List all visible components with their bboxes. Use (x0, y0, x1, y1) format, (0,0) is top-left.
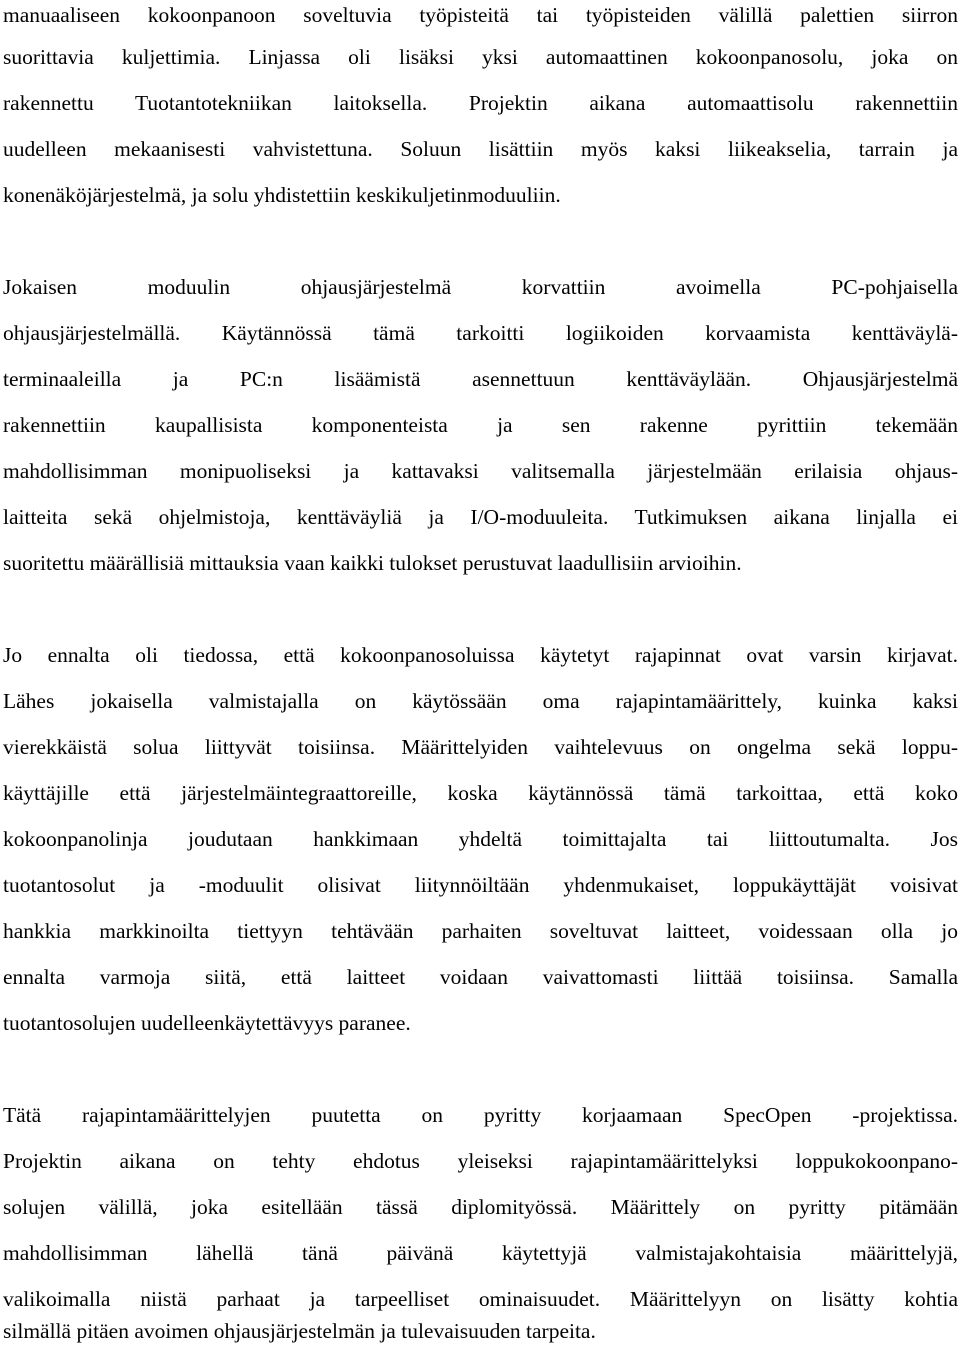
text-line: manuaaliseen kokoonpanoon soveltuvia työpisteitä tai työpisteiden välillä palettien siirron (3, 3, 958, 27)
text-line: rakennettiin kaupallisista komponenteista ja sen rakenne pyrittiin tekemään (3, 413, 958, 437)
text-line: laitteita sekä ohjelmistoja, kenttäväyliä ja I/O-moduuleita. Tutkimuksen aikana linjalla ei (3, 505, 958, 529)
text-line: valikoimalla niistä parhaat ja tarpeelliset ominaisuudet. Määrittelyyn on lisätty kohtia (3, 1287, 958, 1311)
text-line: Projektin aikana on tehty ehdotus yleiseksi rajapintamäärittelyksi loppukokoonpano- (3, 1149, 958, 1173)
text-line: solujen välillä, joka esitellään tässä diplomityössä. Määrittely on pyritty pitämään (3, 1195, 958, 1219)
text-line: mahdollisimman monipuoliseksi ja kattavaksi valitsemalla järjestelmään erilaisia ohjaus- (3, 459, 958, 483)
text-line: Jokaisen moduulin ohjausjärjestelmä korvattiin avoimella PC-pohjaisella (3, 275, 958, 299)
text-line: Tätä rajapintamäärittelyjen puutetta on pyritty korjaamaan SpecOpen -projektissa. (3, 1103, 958, 1127)
text-line: uudelleen mekaanisesti vahvistettuna. Soluun lisättiin myös kaksi liikeakselia, tarrain ja (3, 137, 958, 161)
text-line: suorittavia kuljettimia. Linjassa oli lisäksi yksi automaattinen kokoonpanosolu, joka on (3, 45, 958, 69)
text-line: Lähes jokaisella valmistajalla on käytössään oma rajapintamäärittely, kuinka kaksi (3, 689, 958, 713)
text-line: tuotantosolut ja -moduulit olisivat liitynnöiltään yhdenmukaiset, loppukäyttäjät voisivat (3, 873, 958, 897)
text-line: ennalta varmoja siitä, että laitteet voidaan vaivattomasti liittää toisiinsa. Samalla (3, 965, 958, 989)
text-line: mahdollisimman lähellä tänä päivänä käytettyjä valmistajakohtaisia määrittelyjä, (3, 1241, 958, 1265)
text-line: rakennettu Tuotantotekniikan laitoksella. Projektin aikana automaattisolu rakennettiin (3, 91, 958, 115)
text-line: suoritettu määrällisiä mittauksia vaan kaikki tulokset perustuvat laadullisiin arvioihin. (3, 551, 742, 575)
text-line: terminaaleilla ja PC:n lisäämistä asennettuun kenttäväylään. Ohjausjärjestelmä (3, 367, 958, 391)
text-line: käyttäjille että järjestelmäintegraattoreille, koska käytännössä tämä tarkoittaa, että koko (3, 781, 958, 805)
text-line: Jo ennalta oli tiedossa, että kokoonpanosoluissa käytetyt rajapinnat ovat varsin kirjavat. (3, 643, 958, 667)
text-line: vierekkäistä solua liittyvät toisiinsa. Määrittelyiden vaihtelevuus on ongelma sekä loppu- (3, 735, 958, 759)
text-line: konenäköjärjestelmä, ja solu yhdistettiin keskikuljetinmoduuliin. (3, 183, 561, 207)
text-line: kokoonpanolinja joudutaan hankkimaan yhdeltä toimittajalta tai liittoutumalta. Jos (3, 827, 958, 851)
text-line: silmällä pitäen avoimen ohjausjärjestelmän ja tulevaisuuden tarpeita. (3, 1319, 596, 1343)
text-line: hankkia markkinoilta tiettyyn tehtävään parhaiten soveltuvat laitteet, voidessaan olla jo (3, 919, 958, 943)
text-line: ohjausjärjestelmällä. Käytännössä tämä tarkoitti logiikoiden korvaamista kenttäväylä- (3, 321, 958, 345)
text-line: tuotantosolujen uudelleenkäytettävyys paranee. (3, 1011, 411, 1035)
